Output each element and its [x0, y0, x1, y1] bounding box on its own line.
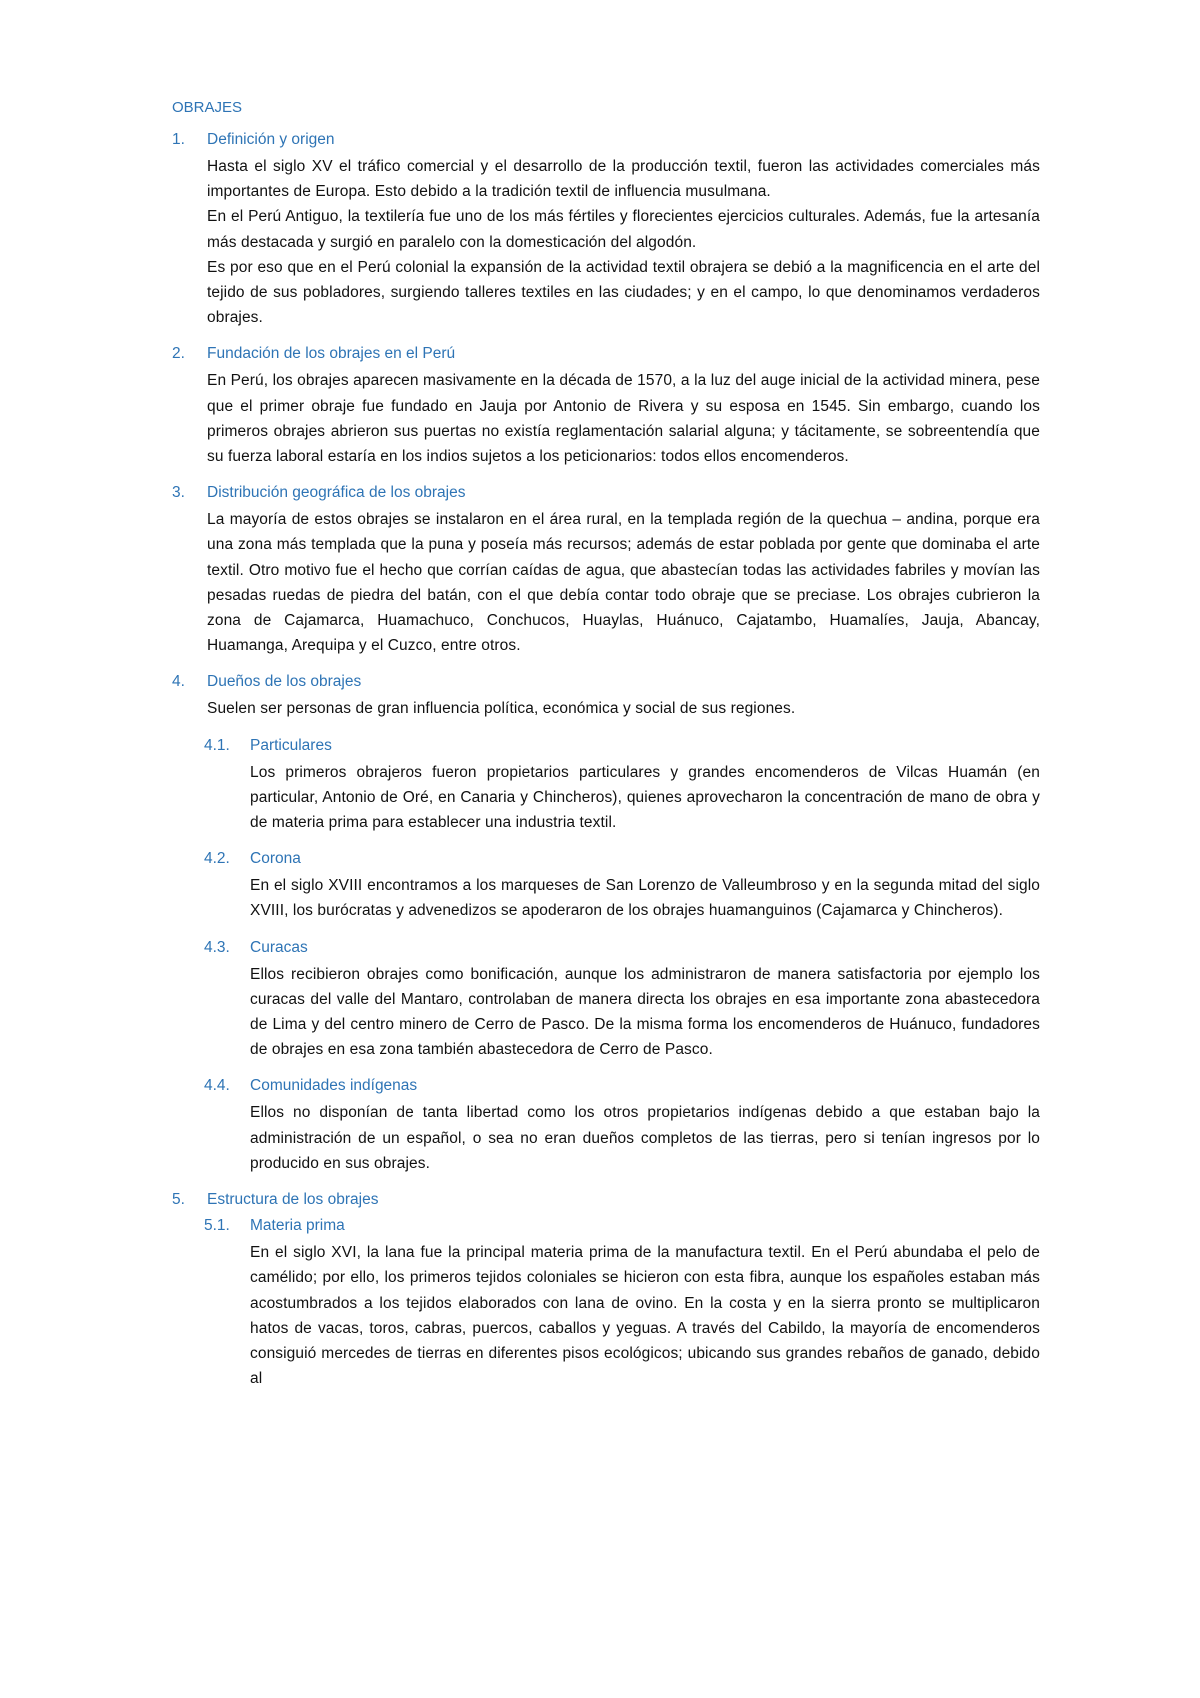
subsection-number: 4.4.: [204, 1077, 230, 1095]
subsection-heading: [204, 736, 1040, 756]
section-distribucion: [172, 483, 1040, 658]
subsection-corona: [204, 849, 1040, 923]
section-body: [207, 507, 1040, 658]
subsection-particulares: [204, 736, 1040, 836]
section-title: Distribución geográfica de los obrajes: [207, 484, 466, 502]
paragraph: En el Perú Antiguo, la textilería fue uno de los más fértiles y florecientes ejercicios culturales. Además, fue la artesanía más destacada y surgió en paralelo con la domesticación del algodón.: [207, 208, 1040, 251]
paragraph: Suelen ser personas de gran influencia política, económica y social de sus regiones.: [207, 700, 796, 718]
section-title: Estructura de los obrajes: [207, 1191, 379, 1209]
section-heading: [172, 672, 1040, 692]
paragraph: Es por eso que en el Perú colonial la expansión de la actividad textil obrajera se debió a la magnificencia en el arte del tejido de sus pobladores, surgiendo talleres textiles en las ciudades; y en el campo, lo que denominamos verdaderos obrajes.: [207, 258, 1040, 327]
section-definicion: [172, 130, 1040, 330]
paragraph: La mayoría de estos obrajes se instalaron en el área rural, en la templada región de la quechua – andina, porque era una zona más templada que la puna y poseía más recursos; además de estar poblada por gente que dominaba el arte textil. Otro motivo fue el hecho que corrían caídas de agua, que abastecían todas las actividades fabriles y movían las pesadas ruedas de piedra del batán, con el que debía contar todo obraje que se preciase. Los obrajes cubrieron la zona de Cajamarca, Huamachuco, Conchucos, Huaylas, Huánuco, Cajatambo, Huamalíes, Jauja, Abancay, Huamanga, Arequipa y el Cuzco, entre otros.: [207, 511, 1040, 655]
section-body: [207, 154, 1040, 330]
section-fundacion: [172, 344, 1040, 469]
subsection-curacas: [204, 938, 1040, 1063]
section-number: 4.: [172, 673, 185, 691]
section-number: 2.: [172, 345, 185, 363]
subsection-heading: [204, 1216, 1040, 1236]
section-body: [207, 696, 1040, 721]
subsection-number: 4.3.: [204, 938, 230, 956]
subsection-heading: [204, 849, 1040, 869]
subsection-number: 4.1.: [204, 736, 230, 754]
subsection-materia-prima: [204, 1216, 1040, 1391]
subsection-title: Curacas: [250, 938, 308, 956]
subsection-title: Particulares: [250, 736, 332, 754]
subsection-heading: [204, 1076, 1040, 1096]
section-estructura: [172, 1190, 1040, 1391]
paragraph: Hasta el siglo XV el tráfico comercial y el desarrollo de la producción textil, fueron las actividades comerciales más importantes de Europa. Esto debido a la tradición textil de influencia musulmana.: [207, 158, 1040, 201]
section-title: Definición y origen: [207, 131, 335, 148]
subsection-heading: [204, 938, 1040, 958]
paragraph: En Perú, los obrajes aparecen masivamente en la década de 1570, a la luz del auge inicial de la actividad minera, pese que el primer obraje fue fundado en Jauja por Antonio de Rivera y su esposa en 1545. Sin embargo, cuando los primeros obrajes abrieron sus puertas no existía reglamentación salarial alguna; y tácitamente, se sobreentendía que su fuerza laboral estaría en los indios sujetos a los peticionarios: todos ellos encomenderos.: [207, 372, 1040, 466]
subsection-body: Los primeros obrajeros fueron propietarios particulares y grandes encomenderos de Vilcas Huamán (en particular, Antonio de Oré, en Canaria y Chincheros), quienes aprovecharon la concentración de mano de obra y de materia prima para establecer una industria textil.: [250, 763, 1040, 832]
section-number: 3.: [172, 484, 185, 502]
subsection-number: 4.2.: [204, 850, 230, 868]
section-body: [207, 368, 1040, 469]
subsection-comunidades: [204, 1076, 1040, 1176]
subsection-body: Ellos recibieron obrajes como bonificación, aunque los administraron de manera satisfactoria por ejemplo los curacas del valle del Mantaro, controlaban de manera directa los obrajes en esa importante zona abastecedora de Lima y del centro minero de Cerro de Pasco. De la misma forma los encomenderos de Huánuco, fundadores de obrajes en esa zona también abastecedora de Cerro de Pasco.: [250, 965, 1040, 1059]
subsection-body: Ellos no disponían de tanta libertad como los otros propietarios indígenas debido a que estaban bajo la administración de un español, o sea no eran dueños completos de las tierras, pero si tenían ingresos por lo producido en sus obrajes.: [250, 1104, 1040, 1172]
section-duenos: [172, 672, 1040, 1176]
document-title: OBRAJES: [172, 99, 243, 116]
section-heading: [172, 130, 1040, 150]
subsection-body: En el siglo XVIII encontramos a los marqueses de San Lorenzo de Valleumbroso y en la segunda mitad del siglo XVIII, los burócratas y advenedizos se apoderaron de los obrajes huamanguinos (Cajamarca y Chincheros).: [250, 877, 1040, 920]
section-number: 1.: [172, 131, 185, 148]
subsection-title: Corona: [250, 850, 301, 868]
section-title: Dueños de los obrajes: [207, 673, 362, 691]
subsection-title: Comunidades indígenas: [250, 1077, 418, 1095]
subsection-title: Materia prima: [250, 1217, 345, 1235]
section-number: 5.: [172, 1191, 185, 1209]
section-heading: [172, 344, 1040, 364]
subsection-body: En el siglo XVI, la lana fue la principal materia prima de la manufactura textil. En el Perú abundaba el pelo de camélido; por ello, los primeros tejidos coloniales se hicieron con esta fibra, aunque los españoles estaban más acostumbrados a los tejidos elaborados con lana de ovino. En la costa y en la sierra pronto se multiplicaron hatos de vacas, toros, cabras, puercos, caballos y yeguas. A través del Cabildo, la mayoría de encomenderos consiguió mercedes de tierras en diferentes pisos ecológicos; ubicando sus grandes rebaños de ganado, debido al: [250, 1244, 1040, 1388]
subsection-number: 5.1.: [204, 1217, 230, 1235]
section-title: Fundación de los obrajes en el Perú: [207, 345, 456, 363]
section-heading: [172, 483, 1040, 503]
section-heading: [172, 1190, 1040, 1210]
